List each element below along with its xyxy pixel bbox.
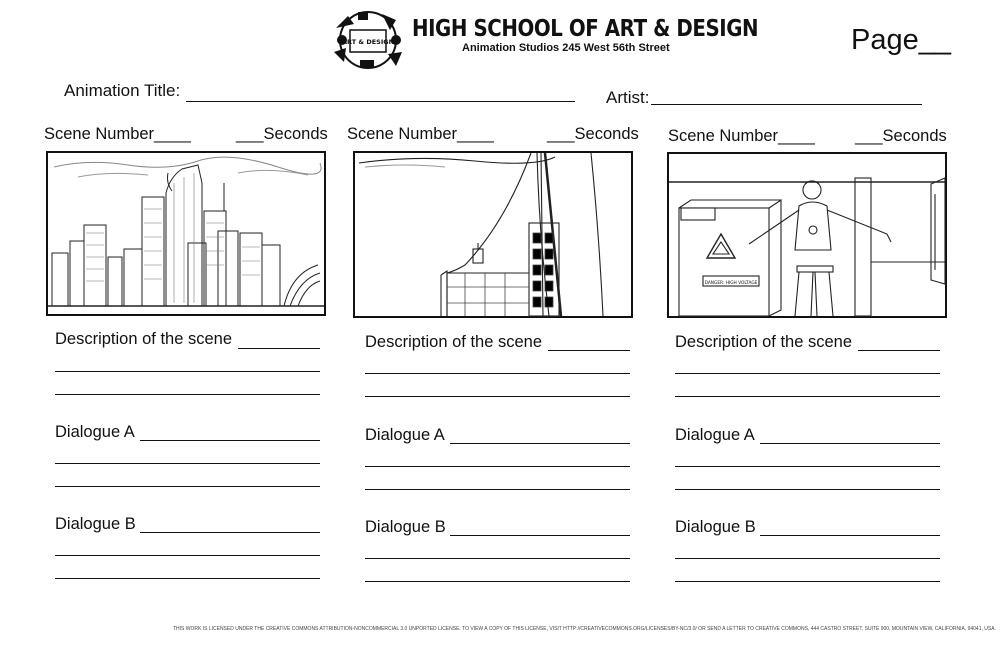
artist-line[interactable] — [651, 104, 922, 105]
scene-number-label: Scene Number____ — [668, 127, 815, 145]
animation-title-line[interactable] — [186, 101, 575, 102]
dialogue-b-line[interactable] — [450, 535, 630, 536]
description-line[interactable] — [55, 371, 320, 372]
danger-sign-text: DANGER: HIGH VOLTAGE — [704, 281, 758, 286]
description-label: Description of the scene — [675, 333, 853, 351]
dialogue-a-line[interactable] — [365, 489, 630, 490]
dialogue-b-line[interactable] — [55, 578, 320, 579]
scene-number-label: Scene Number____ — [44, 125, 191, 143]
animation-title-label: Animation Title: — [64, 81, 181, 100]
seconds-label: ___Seconds — [855, 127, 947, 145]
dialogue-b-line[interactable] — [55, 555, 320, 556]
dialogue-b-line[interactable] — [760, 535, 940, 536]
character-room-icon — [669, 154, 945, 316]
license-footer: THIS WORK IS LICENSED UNDER THE CREATIVE COMMONS ATTRIBUTION-NONCOMMERCIAL 3.0 UNPORTED LICENSE. TO VIEW A COPY OF THIS LICENSE, VISIT HTTP://CREATIVECOMMONS.ORG/LICENSES/BY-NC/3.0/ OR SEND A LETTER TO CREATIVE COMMONS, 444 CASTRO STREET, SUITE 900, MOUNTAIN VIEW, CALIFORNIA, 94041, USA. — [173, 626, 996, 632]
description-label: Description of the scene — [365, 333, 543, 351]
dialogue-b-label: Dialogue B — [675, 518, 756, 536]
dialogue-b-label: Dialogue B — [365, 518, 446, 536]
dialogue-a-label: Dialogue A — [55, 423, 135, 441]
description-line[interactable] — [55, 394, 320, 395]
description-line[interactable] — [365, 373, 630, 374]
artist-label: Artist: — [606, 88, 650, 107]
dialogue-b-line[interactable] — [140, 532, 320, 533]
dialogue-b-line[interactable] — [365, 558, 630, 559]
description-line[interactable] — [675, 396, 940, 397]
description-line[interactable] — [238, 348, 320, 349]
dialogue-a-line[interactable] — [450, 443, 630, 444]
dialogue-b-line[interactable] — [675, 581, 940, 582]
description-line[interactable] — [548, 350, 630, 351]
school-title: HIGH SCHOOL OF ART & DESIGN — [412, 16, 759, 42]
dialogue-a-label: Dialogue A — [365, 426, 445, 444]
description-line[interactable] — [858, 350, 940, 351]
dialogue-b-line[interactable] — [365, 581, 630, 582]
school-subtitle: Animation Studios 245 West 56th Street — [462, 42, 670, 54]
dialogue-a-line[interactable] — [365, 466, 630, 467]
dialogue-b-line[interactable] — [675, 558, 940, 559]
seconds-label: ___Seconds — [236, 125, 328, 143]
dialogue-a-line[interactable] — [55, 463, 320, 464]
dialogue-a-line[interactable] — [55, 486, 320, 487]
page-number-label: Page__ — [851, 24, 951, 56]
description-line[interactable] — [675, 373, 940, 374]
dialogue-a-line[interactable] — [140, 440, 320, 441]
storyboard-frame-1[interactable] — [46, 151, 326, 316]
scene-number-label: Scene Number____ — [347, 125, 494, 143]
description-label: Description of the scene — [55, 330, 233, 348]
dialogue-a-line[interactable] — [675, 489, 940, 490]
seconds-label: ___Seconds — [547, 125, 639, 143]
logo-text: ART & DESIGN — [341, 38, 395, 46]
school-logo — [330, 8, 406, 72]
storyboard-frame-2[interactable] — [353, 151, 633, 318]
dialogue-a-line[interactable] — [675, 466, 940, 467]
skyscraper-rooftop-icon — [355, 153, 631, 316]
description-line[interactable] — [365, 396, 630, 397]
dialogue-a-label: Dialogue A — [675, 426, 755, 444]
dialogue-b-label: Dialogue B — [55, 515, 136, 533]
storyboard-frame-3[interactable] — [667, 152, 947, 318]
city-skyline-icon — [48, 153, 324, 314]
dialogue-a-line[interactable] — [760, 443, 940, 444]
logo-collage-icon — [330, 8, 406, 72]
